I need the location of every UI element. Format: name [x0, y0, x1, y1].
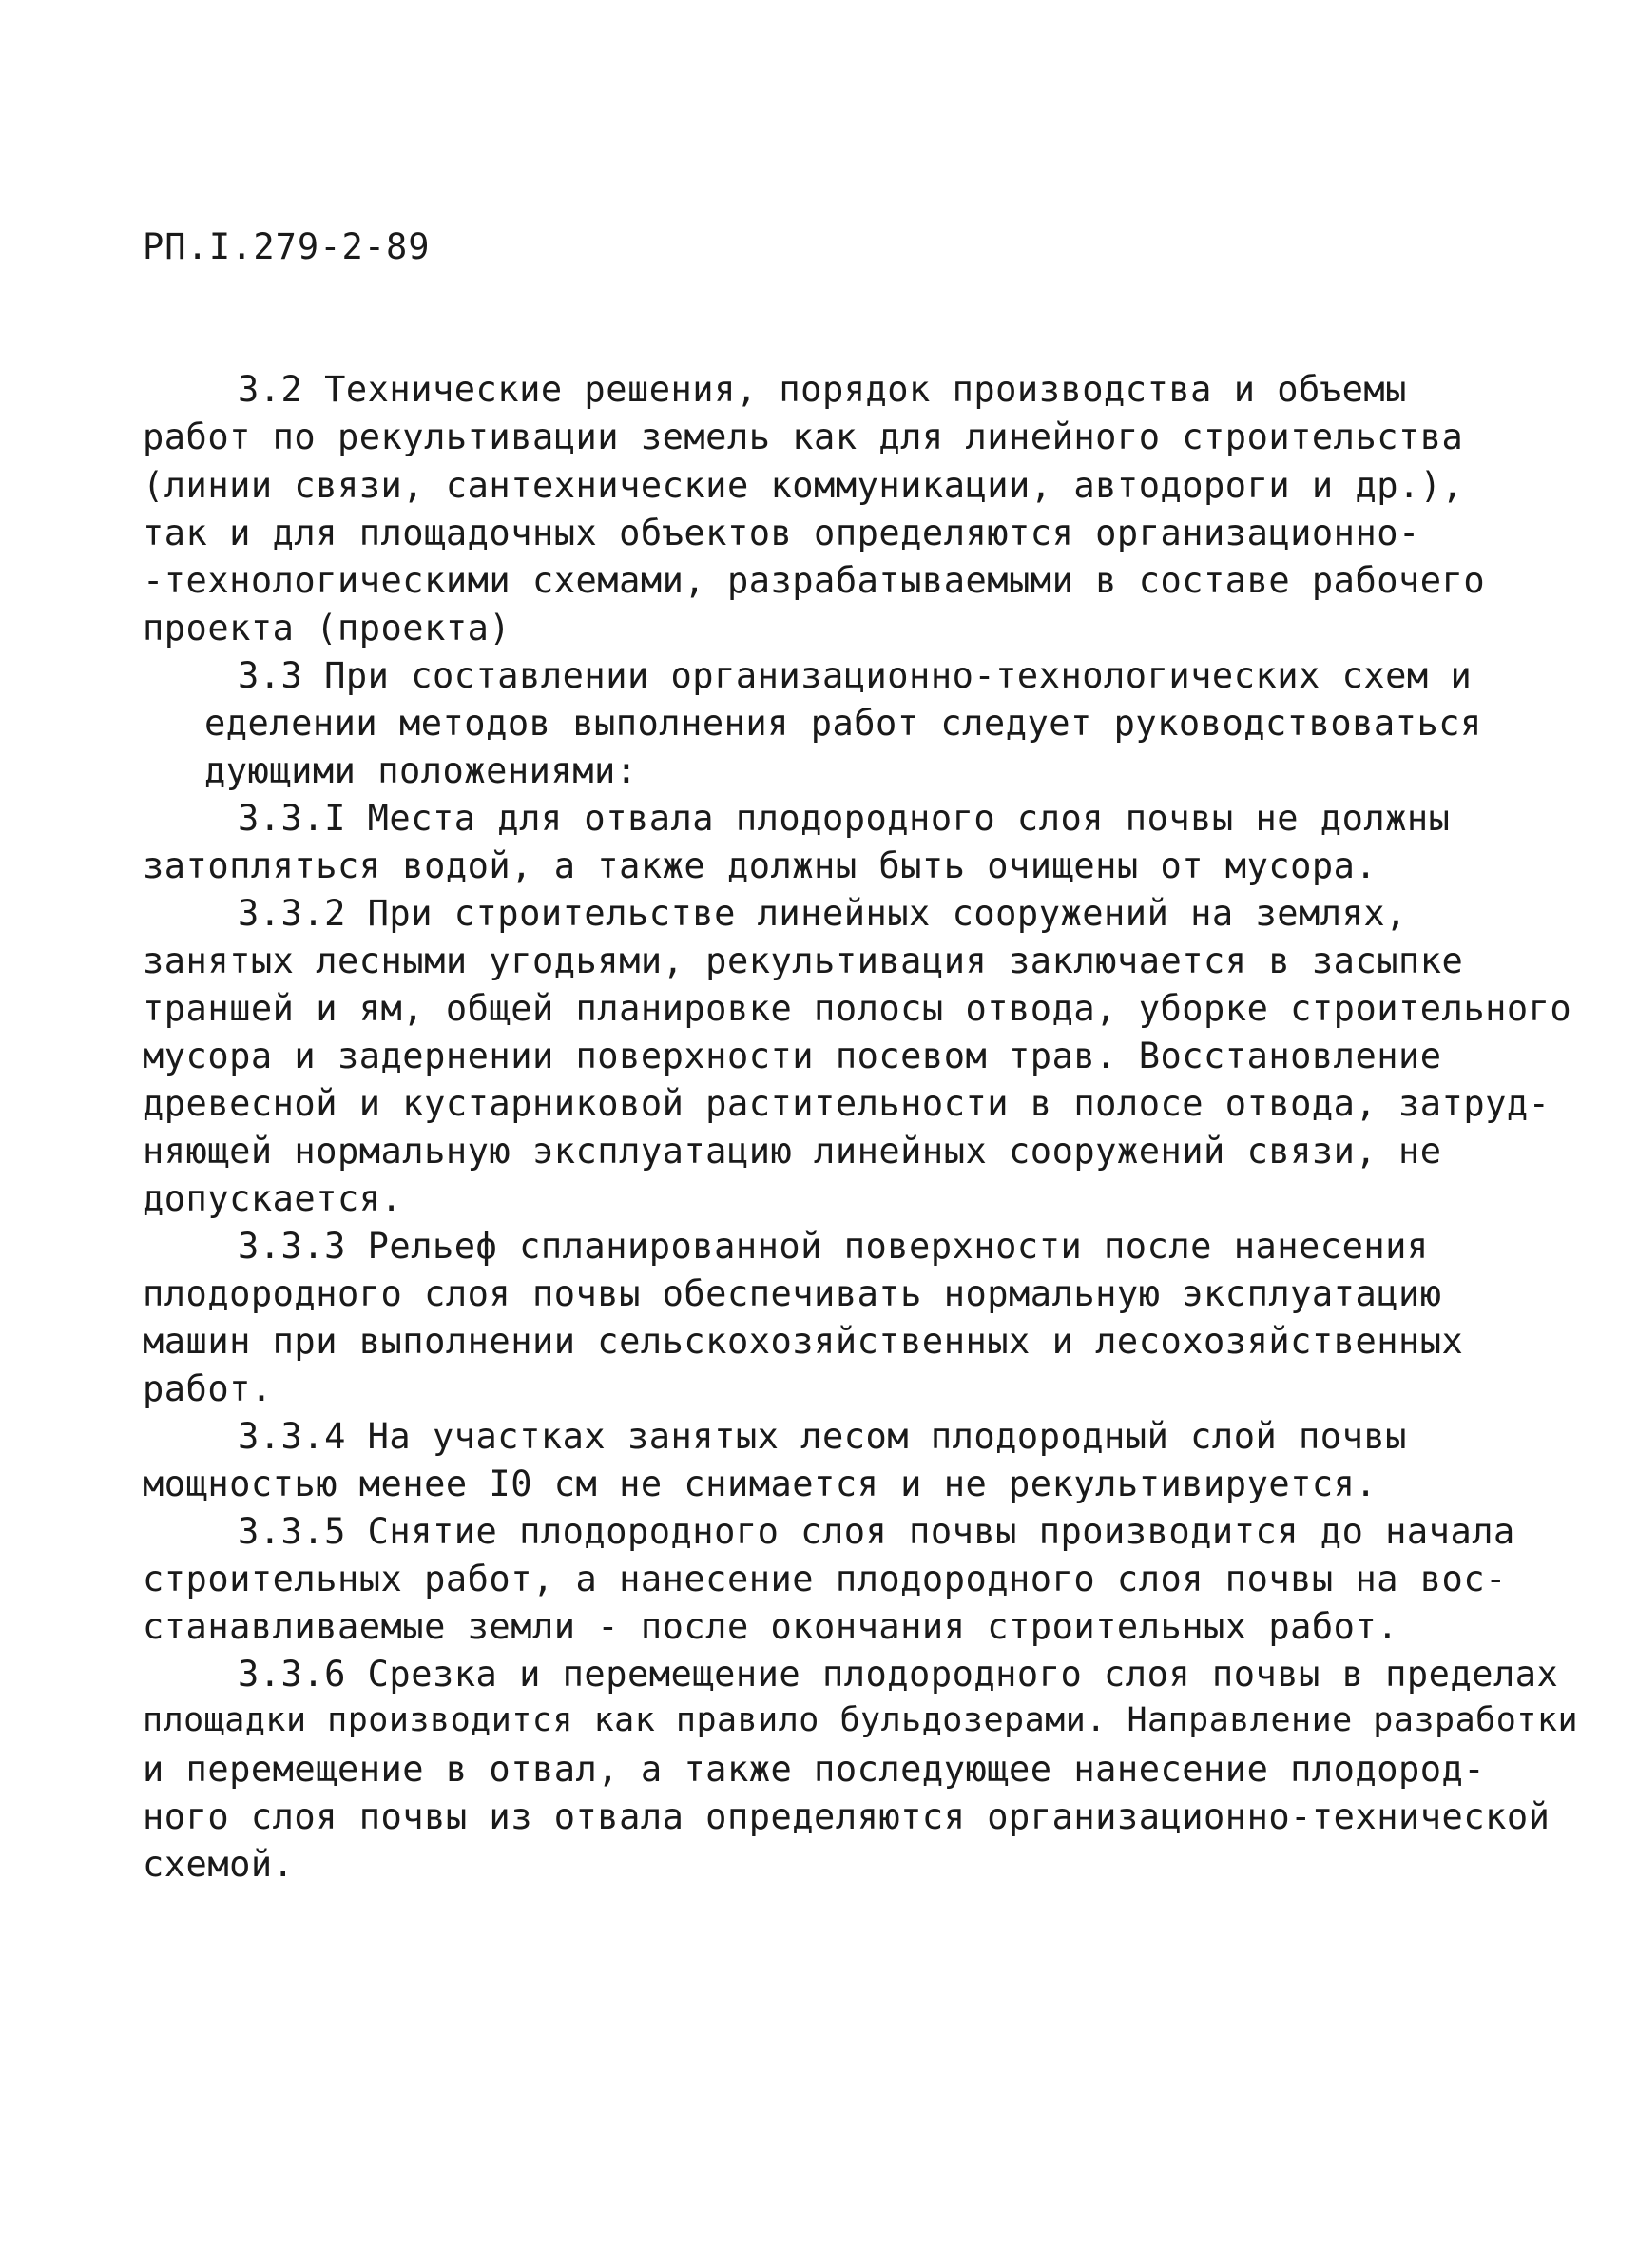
text-line-3-3-4-b: мощностью менее I0 см не снимается и не рекультивируется.: [143, 1464, 1378, 1504]
text-line-3-3-1-b: затопляться водой, а также должны быть очищены от мусора.: [143, 845, 1378, 886]
text-line-3-3-2-c: траншей и ям, общей планировке полосы отвода, уборке строительного: [143, 988, 1572, 1029]
text-line-3-2-2: работ по рекультивации земель как для линейного строительства: [143, 417, 1464, 457]
text-line-3-3-6-e: схемой.: [143, 1844, 295, 1885]
text-line-3-2-5: -технологическими схемами, разрабатываемыми в составе рабочего: [143, 560, 1486, 601]
text-line-3-3-2-f: няющей нормальную эксплуатацию линейных сооружений связи, не: [143, 1131, 1442, 1172]
text-line-3-3-3-b: плодородного слоя почвы обеспечивать нормальную эксплуатацию: [143, 1273, 1442, 1314]
text-line-3-3-6-c: и перемещение в отвал, а также последующее нанесение плодород-: [143, 1749, 1486, 1790]
text-line-3-3-2-a: 3.3.2 При строительстве линейных сооружений на землях,: [238, 893, 1407, 934]
text-line-3-3-5-c: станавливаемые земли - после окончания строительных работ.: [143, 1606, 1399, 1647]
text-line-3-3-2-e: древесной и кустарниковой растительности в полосе отвода, затруд-: [143, 1083, 1551, 1124]
text-line-3-3-5-a: 3.3.5 Снятие плодородного слоя почвы производится до начала: [238, 1511, 1515, 1552]
text-line-3-2-3: (линии связи, сантехнические коммуникации, автодороги и др.),: [143, 465, 1464, 506]
text-line-3-3-3: дующими положениями:: [204, 750, 638, 791]
text-line-3-3-6-d: ного слоя почвы из отвала определяются организационно-технической: [143, 1796, 1551, 1837]
document-code: РП.І.279-2-89: [143, 226, 431, 267]
text-line-3-3-3-c: машин при выполнении сельскохозяйственных и лесохозяйственных: [143, 1321, 1464, 1362]
text-line-3-3-2-d: мусора и задернении поверхности посевом трав. Восстановление: [143, 1036, 1442, 1076]
text-line-3-3-5-b: строительных работ, а нанесение плодородного слоя почвы на вос-: [143, 1559, 1507, 1599]
text-line-3-3-1-a: 3.3.I Места для отвала плодородного слоя почвы не должны: [238, 798, 1451, 839]
text-line-3-3-4-a: 3.3.4 На участках занятых лесом плодородный слой почвы: [238, 1416, 1407, 1457]
text-line-3-3-6-b: площадки производится как правило бульдозерами. Направление разработки: [143, 1701, 1579, 1739]
text-line-3-3-6-a: 3.3.6 Срезка и перемещение плодородного слоя почвы в пределах: [238, 1654, 1559, 1695]
text-line-3-3-1: 3.3 При составлении организационно-технологических схем и: [238, 655, 1473, 696]
text-line-3-2-1: 3.2 Технические решения, порядок производства и объемы: [238, 369, 1407, 410]
text-line-3-2-4: так и для площадочных объектов определяются организационно-: [143, 513, 1420, 553]
text-line-3-3-2-g: допускается.: [143, 1178, 403, 1219]
text-line-3-3-2-b: занятых лесными угодьями, рекультивация заключается в засыпке: [143, 940, 1464, 981]
text-line-3-3-3-a: 3.3.3 Рельеф спланированной поверхности после нанесения: [238, 1226, 1429, 1267]
text-line-3-2-6: проекта (проекта): [143, 608, 511, 649]
text-line-3-3-3-d: работ.: [143, 1368, 273, 1409]
text-line-3-3-2: еделении методов выполнения работ следует руководствоваться: [204, 703, 1482, 744]
